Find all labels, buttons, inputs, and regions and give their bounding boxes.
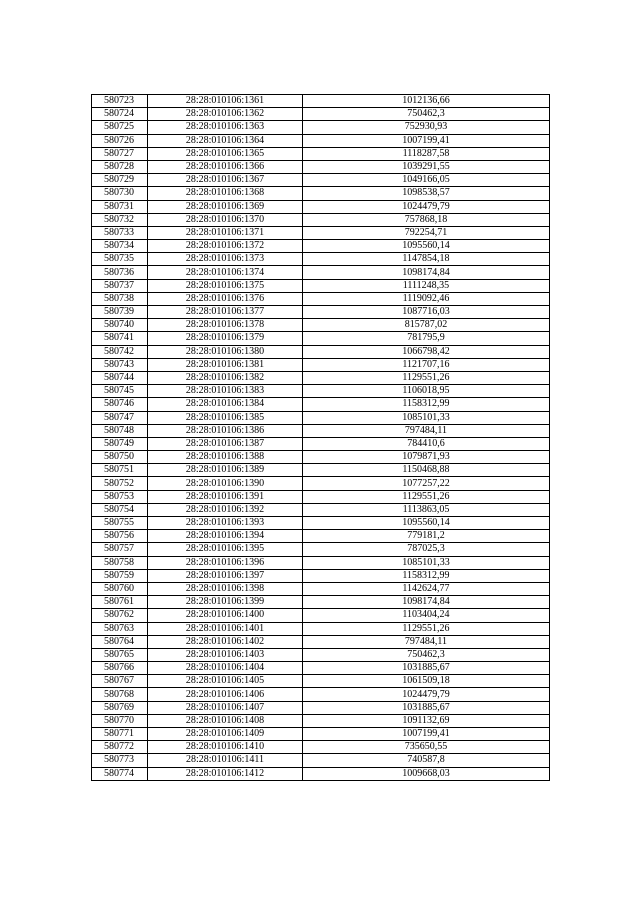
row-number-cell: 580727 [92, 147, 148, 160]
cadastral-value-cell: 1158312,99 [303, 569, 550, 582]
cadastral-value-cell: 1012136,66 [303, 95, 550, 108]
table-row [92, 226, 550, 239]
table-row [92, 569, 550, 582]
cadastral-number-cell: 28:28:010106:1363 [148, 121, 303, 134]
cadastral-value-cell: 781795,9 [303, 332, 550, 345]
cadastral-number-cell: 28:28:010106:1382 [148, 371, 303, 384]
table-row [92, 517, 550, 530]
cadastral-value-cell: 1147854,18 [303, 253, 550, 266]
table-row [92, 437, 550, 450]
cadastral-number-cell: 28:28:010106:1408 [148, 714, 303, 727]
table-row [92, 411, 550, 424]
table-row [92, 385, 550, 398]
row-number-cell: 580765 [92, 648, 148, 661]
row-number-cell: 580756 [92, 530, 148, 543]
table-row [92, 134, 550, 147]
cadastral-value-cell: 815787,02 [303, 319, 550, 332]
cadastral-number-cell: 28:28:010106:1395 [148, 543, 303, 556]
cadastral-value-cell: 740587,8 [303, 754, 550, 767]
row-number-cell: 580724 [92, 108, 148, 121]
table-row [92, 701, 550, 714]
cadastral-number-cell: 28:28:010106:1410 [148, 741, 303, 754]
row-number-cell: 580736 [92, 266, 148, 279]
table-row [92, 622, 550, 635]
cadastral-value-cell: 1106018,95 [303, 385, 550, 398]
table-row [92, 741, 550, 754]
table-row [92, 95, 550, 108]
row-number-cell: 580734 [92, 240, 148, 253]
cadastral-value-cell: 1121707,16 [303, 358, 550, 371]
cadastral-value-cell: 1111248,35 [303, 279, 550, 292]
cadastral-number-cell: 28:28:010106:1373 [148, 253, 303, 266]
cadastral-number-cell: 28:28:010106:1369 [148, 200, 303, 213]
row-number-cell: 580751 [92, 464, 148, 477]
row-number-cell: 580745 [92, 385, 148, 398]
cadastral-number-cell: 28:28:010106:1409 [148, 728, 303, 741]
cadastral-number-cell: 28:28:010106:1386 [148, 424, 303, 437]
cadastral-value-cell: 1113863,05 [303, 503, 550, 516]
table-row [92, 754, 550, 767]
cadastral-number-cell: 28:28:010106:1404 [148, 662, 303, 675]
cadastral-number-cell: 28:28:010106:1388 [148, 451, 303, 464]
cadastral-value-cell: 1039291,55 [303, 160, 550, 173]
row-number-cell: 580748 [92, 424, 148, 437]
table-row [92, 464, 550, 477]
cadastral-number-cell: 28:28:010106:1394 [148, 530, 303, 543]
cadastral-value-cell: 1098174,84 [303, 596, 550, 609]
cadastral-value-cell: 779181,2 [303, 530, 550, 543]
row-number-cell: 580731 [92, 200, 148, 213]
cadastral-number-cell: 28:28:010106:1365 [148, 147, 303, 160]
row-number-cell: 580760 [92, 582, 148, 595]
row-number-cell: 580743 [92, 358, 148, 371]
cadastral-number-cell: 28:28:010106:1412 [148, 767, 303, 780]
row-number-cell: 580750 [92, 451, 148, 464]
cadastral-value-cell: 1129551,26 [303, 490, 550, 503]
table-row [92, 279, 550, 292]
table-row [92, 108, 550, 121]
cadastral-number-cell: 28:28:010106:1377 [148, 306, 303, 319]
cadastral-value-cell: 750462,3 [303, 108, 550, 121]
cadastral-number-cell: 28:28:010106:1364 [148, 134, 303, 147]
table-row [92, 662, 550, 675]
cadastral-number-cell: 28:28:010106:1392 [148, 503, 303, 516]
table-row [92, 371, 550, 384]
cadastral-number-cell: 28:28:010106:1372 [148, 240, 303, 253]
row-number-cell: 580741 [92, 332, 148, 345]
row-number-cell: 580735 [92, 253, 148, 266]
cadastral-number-cell: 28:28:010106:1368 [148, 187, 303, 200]
table-row [92, 648, 550, 661]
row-number-cell: 580773 [92, 754, 148, 767]
cadastral-value-cell: 784410,6 [303, 437, 550, 450]
row-number-cell: 580749 [92, 437, 148, 450]
cadastral-number-cell: 28:28:010106:1383 [148, 385, 303, 398]
row-number-cell: 580763 [92, 622, 148, 635]
cadastral-value-cell: 1085101,33 [303, 411, 550, 424]
cadastral-number-cell: 28:28:010106:1379 [148, 332, 303, 345]
cadastral-value-cell: 1024479,79 [303, 688, 550, 701]
table-row [92, 292, 550, 305]
cadastral-number-cell: 28:28:010106:1405 [148, 675, 303, 688]
table-row [92, 306, 550, 319]
table-row [92, 147, 550, 160]
table-row [92, 213, 550, 226]
row-number-cell: 580732 [92, 213, 148, 226]
table-row [92, 543, 550, 556]
cadastral-value-cell: 1142624,77 [303, 582, 550, 595]
cadastral-number-cell: 28:28:010106:1407 [148, 701, 303, 714]
row-number-cell: 580747 [92, 411, 148, 424]
cadastral-number-cell: 28:28:010106:1400 [148, 609, 303, 622]
cadastral-value-cell: 1095560,14 [303, 240, 550, 253]
cadastral-value-cell: 750462,3 [303, 648, 550, 661]
cadastral-number-cell: 28:28:010106:1376 [148, 292, 303, 305]
table-row [92, 121, 550, 134]
row-number-cell: 580753 [92, 490, 148, 503]
cadastral-value-cell: 757868,18 [303, 213, 550, 226]
table-row [92, 556, 550, 569]
row-number-cell: 580733 [92, 226, 148, 239]
cadastral-value-cell: 1087716,03 [303, 306, 550, 319]
table-row [92, 582, 550, 595]
cadastral-value-cell: 1103404,24 [303, 609, 550, 622]
row-number-cell: 580725 [92, 121, 148, 134]
row-number-cell: 580744 [92, 371, 148, 384]
cadastral-value-cell: 1095560,14 [303, 517, 550, 530]
cadastral-number-cell: 28:28:010106:1381 [148, 358, 303, 371]
cadastral-value-table [91, 94, 550, 781]
table-row [92, 240, 550, 253]
cadastral-number-cell: 28:28:010106:1374 [148, 266, 303, 279]
row-number-cell: 580729 [92, 174, 148, 187]
cadastral-value-cell: 797484,11 [303, 635, 550, 648]
cadastral-number-cell: 28:28:010106:1389 [148, 464, 303, 477]
table-row [92, 319, 550, 332]
row-number-cell: 580768 [92, 688, 148, 701]
cadastral-value-cell: 1118287,58 [303, 147, 550, 160]
cadastral-number-cell: 28:28:010106:1375 [148, 279, 303, 292]
table-row [92, 609, 550, 622]
row-number-cell: 580742 [92, 345, 148, 358]
cadastral-number-cell: 28:28:010106:1361 [148, 95, 303, 108]
row-number-cell: 580764 [92, 635, 148, 648]
table-row [92, 253, 550, 266]
cadastral-number-cell: 28:28:010106:1411 [148, 754, 303, 767]
row-number-cell: 580740 [92, 319, 148, 332]
table-row [92, 490, 550, 503]
cadastral-value-cell: 1007199,41 [303, 134, 550, 147]
table-row [92, 530, 550, 543]
cadastral-value-cell: 1119092,46 [303, 292, 550, 305]
cadastral-value-cell: 1031885,67 [303, 701, 550, 714]
row-number-cell: 580771 [92, 728, 148, 741]
cadastral-number-cell: 28:28:010106:1391 [148, 490, 303, 503]
table-row [92, 477, 550, 490]
table-row [92, 675, 550, 688]
table-row [92, 714, 550, 727]
cadastral-value-cell: 787025,3 [303, 543, 550, 556]
cadastral-value-cell: 1085101,33 [303, 556, 550, 569]
table-row [92, 424, 550, 437]
cadastral-number-cell: 28:28:010106:1397 [148, 569, 303, 582]
table-row [92, 174, 550, 187]
table-row [92, 160, 550, 173]
table-row [92, 503, 550, 516]
table-row [92, 345, 550, 358]
cadastral-number-cell: 28:28:010106:1401 [148, 622, 303, 635]
row-number-cell: 580774 [92, 767, 148, 780]
row-number-cell: 580723 [92, 95, 148, 108]
cadastral-value-cell: 1066798,42 [303, 345, 550, 358]
cadastral-value-cell: 752930,93 [303, 121, 550, 134]
cadastral-number-cell: 28:28:010106:1370 [148, 213, 303, 226]
table-row [92, 688, 550, 701]
cadastral-number-cell: 28:28:010106:1402 [148, 635, 303, 648]
table-row [92, 451, 550, 464]
cadastral-value-cell: 1049166,05 [303, 174, 550, 187]
table-row [92, 767, 550, 780]
cadastral-number-cell: 28:28:010106:1399 [148, 596, 303, 609]
cadastral-number-cell: 28:28:010106:1384 [148, 398, 303, 411]
table-row [92, 266, 550, 279]
cadastral-value-cell: 1031885,67 [303, 662, 550, 675]
row-number-cell: 580761 [92, 596, 148, 609]
cadastral-number-cell: 28:28:010106:1396 [148, 556, 303, 569]
cadastral-number-cell: 28:28:010106:1403 [148, 648, 303, 661]
row-number-cell: 580772 [92, 741, 148, 754]
row-number-cell: 580739 [92, 306, 148, 319]
cadastral-value-cell: 1150468,88 [303, 464, 550, 477]
cadastral-value-cell: 1007199,41 [303, 728, 550, 741]
cadastral-value-cell: 1098538,57 [303, 187, 550, 200]
row-number-cell: 580758 [92, 556, 148, 569]
cadastral-value-cell: 797484,11 [303, 424, 550, 437]
cadastral-number-cell: 28:28:010106:1380 [148, 345, 303, 358]
row-number-cell: 580754 [92, 503, 148, 516]
table-row [92, 596, 550, 609]
table-row [92, 728, 550, 741]
table-row [92, 200, 550, 213]
table-body [92, 95, 550, 781]
cadastral-value-cell: 1077257,22 [303, 477, 550, 490]
table-row [92, 358, 550, 371]
cadastral-value-cell: 1009668,03 [303, 767, 550, 780]
cadastral-number-cell: 28:28:010106:1378 [148, 319, 303, 332]
cadastral-number-cell: 28:28:010106:1366 [148, 160, 303, 173]
table-row [92, 635, 550, 648]
cadastral-value-cell: 1098174,84 [303, 266, 550, 279]
cadastral-number-cell: 28:28:010106:1398 [148, 582, 303, 595]
row-number-cell: 580728 [92, 160, 148, 173]
cadastral-number-cell: 28:28:010106:1367 [148, 174, 303, 187]
cadastral-value-cell: 735650,55 [303, 741, 550, 754]
cadastral-value-cell: 1091132,69 [303, 714, 550, 727]
cadastral-number-cell: 28:28:010106:1387 [148, 437, 303, 450]
cadastral-value-cell: 1079871,93 [303, 451, 550, 464]
cadastral-number-cell: 28:28:010106:1390 [148, 477, 303, 490]
row-number-cell: 580738 [92, 292, 148, 305]
row-number-cell: 580757 [92, 543, 148, 556]
row-number-cell: 580730 [92, 187, 148, 200]
cadastral-value-cell: 1129551,26 [303, 371, 550, 384]
cadastral-number-cell: 28:28:010106:1371 [148, 226, 303, 239]
cadastral-value-cell: 792254,71 [303, 226, 550, 239]
cadastral-value-cell: 1158312,99 [303, 398, 550, 411]
row-number-cell: 580767 [92, 675, 148, 688]
cadastral-number-cell: 28:28:010106:1406 [148, 688, 303, 701]
cadastral-number-cell: 28:28:010106:1393 [148, 517, 303, 530]
cadastral-number-cell: 28:28:010106:1362 [148, 108, 303, 121]
row-number-cell: 580752 [92, 477, 148, 490]
row-number-cell: 580762 [92, 609, 148, 622]
cadastral-value-cell: 1129551,26 [303, 622, 550, 635]
row-number-cell: 580726 [92, 134, 148, 147]
cadastral-value-cell: 1024479,79 [303, 200, 550, 213]
row-number-cell: 580737 [92, 279, 148, 292]
row-number-cell: 580766 [92, 662, 148, 675]
row-number-cell: 580770 [92, 714, 148, 727]
table-row [92, 332, 550, 345]
cadastral-number-cell: 28:28:010106:1385 [148, 411, 303, 424]
row-number-cell: 580746 [92, 398, 148, 411]
row-number-cell: 580769 [92, 701, 148, 714]
row-number-cell: 580759 [92, 569, 148, 582]
row-number-cell: 580755 [92, 517, 148, 530]
cadastral-value-cell: 1061509,18 [303, 675, 550, 688]
table-row [92, 398, 550, 411]
table-row [92, 187, 550, 200]
